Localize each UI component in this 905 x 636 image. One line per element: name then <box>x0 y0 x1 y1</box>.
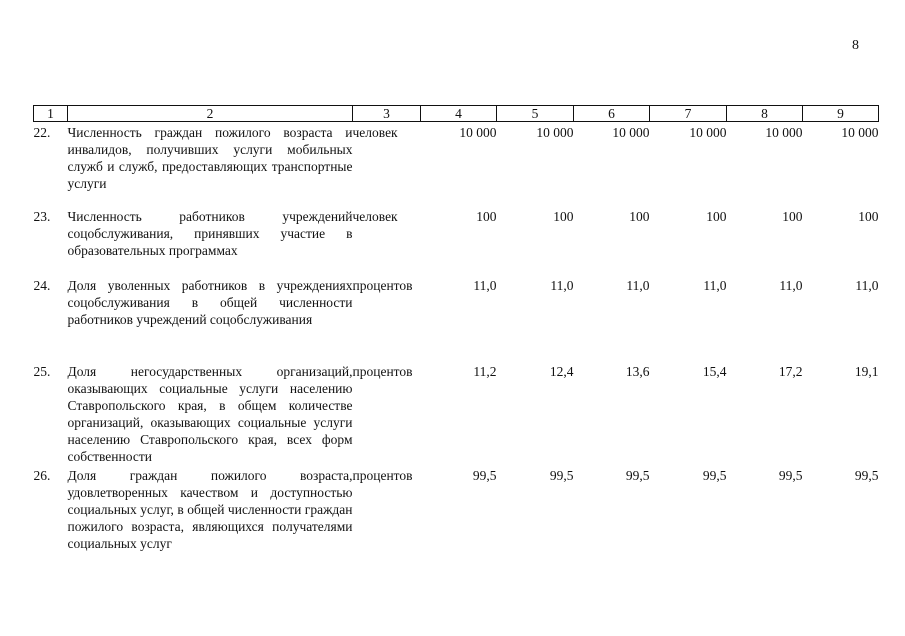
value-cell: 10 000 <box>841 125 879 140</box>
value-cell: 12,4 <box>549 364 574 379</box>
column-header: 6 <box>574 106 650 122</box>
row-number: 26. <box>33 468 51 483</box>
unit: процентов <box>352 364 413 379</box>
value-cell: 99,5 <box>854 468 879 483</box>
header-row <box>34 106 879 122</box>
value-cell: 11,2 <box>473 364 497 379</box>
value-cell: 100 <box>629 209 650 224</box>
value-cell: 10 000 <box>765 125 803 140</box>
indicators-table <box>33 105 879 557</box>
value-cell: 13,6 <box>625 364 650 379</box>
column-header: 9 <box>803 106 879 122</box>
value-cell: 17,2 <box>778 364 803 379</box>
column-header: 8 <box>727 106 803 122</box>
row-number: 22. <box>33 125 51 140</box>
value-cell: 15,4 <box>702 364 727 379</box>
value-cell: 11,0 <box>626 278 650 293</box>
indicator-name: Доля граждан пожилого возраста, удовлетворенных качеством и доступностью социальных услуг, в общей численности граждан пожилого возраста, являющихся получателями социальных услуг <box>67 468 353 551</box>
value-cell: 10 000 <box>612 125 650 140</box>
value-cell: 100 <box>476 209 497 224</box>
column-header: 7 <box>650 106 727 122</box>
column-header: 4 <box>421 106 497 122</box>
column-header: 1 <box>34 106 68 122</box>
table-row <box>34 122 879 209</box>
value-cell: 11,0 <box>779 278 803 293</box>
value-cell: 100 <box>553 209 574 224</box>
row-number: 23. <box>33 209 51 224</box>
unit: процентов <box>352 468 413 483</box>
value-cell: 19,1 <box>854 364 879 379</box>
unit: процентов <box>352 278 413 293</box>
value-cell: 10 000 <box>689 125 727 140</box>
column-header: 2 <box>68 106 353 122</box>
value-cell: 100 <box>858 209 879 224</box>
column-header: 5 <box>497 106 574 122</box>
value-cell: 11,0 <box>473 278 497 293</box>
value-cell: 99,5 <box>625 468 650 483</box>
row-number: 24. <box>33 278 51 293</box>
table-row <box>34 363 879 467</box>
value-cell: 100 <box>782 209 803 224</box>
value-cell: 11,0 <box>855 278 879 293</box>
value-cell: 100 <box>706 209 727 224</box>
indicator-name: Доля уволенных работников в учреждениях соцобслуживания в общей численности работников учреждений соцобслуживания <box>67 278 353 327</box>
unit: человек <box>352 125 398 140</box>
unit: человек <box>352 209 398 224</box>
value-cell: 10 000 <box>459 125 497 140</box>
indicator-name: Доля негосударственных организаций, оказывающих социальные услуги населению Ставропольского края, в общем количестве организаций, оказывающих социальные услуги населению Ставропольского края, всех форм собственности <box>67 364 353 464</box>
column-header: 3 <box>353 106 421 122</box>
indicator-name: Численность граждан пожилого возраста и инвалидов, получивших услуги мобильных служб и служб, предоставляющих транспортные услуги <box>67 125 353 191</box>
value-cell: 11,0 <box>703 278 727 293</box>
page-number: 8 <box>852 38 859 53</box>
row-number: 25. <box>33 364 51 379</box>
value-cell: 11,0 <box>550 278 574 293</box>
value-cell: 99,5 <box>702 468 727 483</box>
table-row <box>34 277 879 363</box>
indicator-name: Численность работников учреждений соцобслуживания, принявших участие в образовательных программах <box>67 209 353 258</box>
value-cell: 99,5 <box>549 468 574 483</box>
value-cell: 99,5 <box>472 468 497 483</box>
table-row <box>34 208 879 277</box>
value-cell: 10 000 <box>536 125 574 140</box>
table-row <box>34 467 879 557</box>
value-cell: 99,5 <box>778 468 803 483</box>
